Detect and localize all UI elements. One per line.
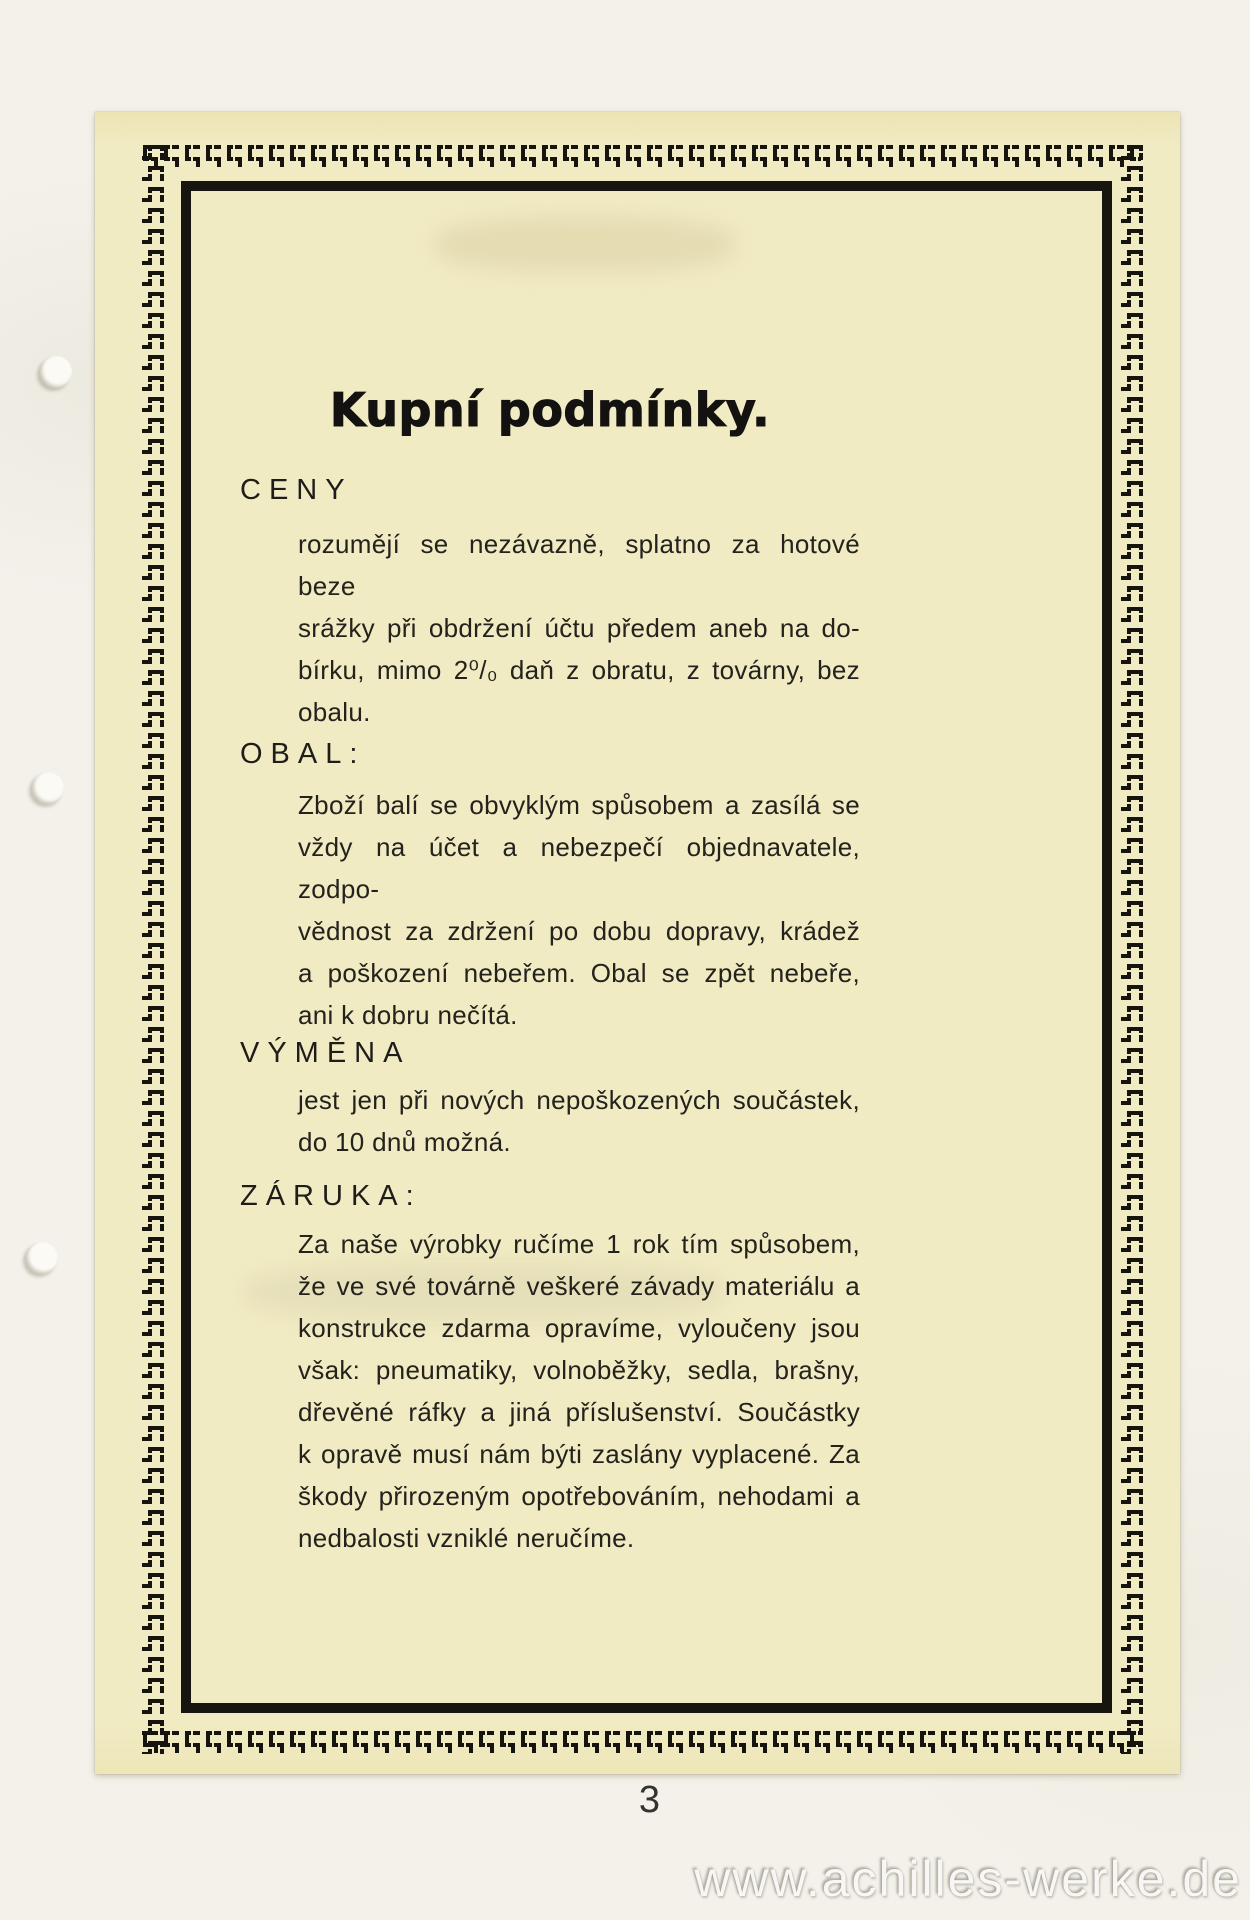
section-heading-zaruka: ZÁRUKA: xyxy=(240,1180,422,1212)
paragraph-ceny xyxy=(298,523,860,733)
text-line: že ve své továrně veškeré závady materiálu a xyxy=(298,1271,860,1301)
meander-border-right xyxy=(1120,143,1145,1754)
text-line: rozumějí se nezávazně, splatno za hotové beze xyxy=(298,529,860,601)
text-line: k opravě musí nám býti zaslány vyplacené. Za xyxy=(298,1439,860,1469)
watermark: www.achilles-werke.de xyxy=(694,1851,1242,1907)
text-line: srážky při obdržení účtu předem aneb na do- xyxy=(298,613,860,643)
punch-hole xyxy=(26,1242,58,1274)
section-heading-ceny: CENY xyxy=(240,474,353,506)
text-line: vždy na účet a nebezpečí objednavatele, zodpo- xyxy=(298,832,860,904)
section-heading-vymena: VÝMĚNA xyxy=(240,1037,411,1069)
paragraph-zaruka xyxy=(298,1223,860,1559)
meander-border-top xyxy=(141,143,1141,168)
text-line: obalu. xyxy=(298,697,371,727)
text-line: vědnost za zdržení po dobu dopravy, krádež xyxy=(298,916,860,946)
punch-hole xyxy=(40,356,72,388)
text-line: nedbalosti vzniklé neručíme. xyxy=(298,1523,635,1553)
meander-border-left xyxy=(141,143,166,1754)
text-line: a poškození nebeřem. Obal se zpět nebeře, xyxy=(298,958,860,988)
catalog-page-sheet xyxy=(95,112,1180,1774)
text-line: však: pneumatiky, volnoběžky, sedla, brašny, xyxy=(298,1355,860,1385)
text-line: jest jen při nových nepoškozených součástek, xyxy=(298,1085,860,1115)
text-line: bírku, mimo 2⁰/₀ daň z obratu, z továrny, bez xyxy=(298,655,860,685)
text-line: Za naše výrobky ručíme 1 rok tím spůsobem, xyxy=(298,1229,860,1259)
paragraph-obal xyxy=(298,784,860,1036)
page-number: 3 xyxy=(638,1779,662,1821)
page-title: Kupní podmínky. xyxy=(329,383,771,437)
text-line: dřevěné ráfky a jiná příslušenství. Součástky xyxy=(298,1397,860,1427)
text-column xyxy=(240,384,860,1559)
text-line: škody přirozeným opotřebováním, nehodami a xyxy=(298,1481,860,1511)
text-line: ani k dobru nečítá. xyxy=(298,1000,518,1030)
text-line: do 10 dnů možná. xyxy=(298,1127,511,1157)
text-line: Zboží balí se obvyklým spůsobem a zasílá se xyxy=(298,790,860,820)
paragraph-vymena xyxy=(298,1079,860,1163)
punch-hole xyxy=(32,772,64,804)
meander-border-bottom xyxy=(141,1729,1141,1754)
section-heading-obal: OBAL: xyxy=(240,738,366,770)
text-line: konstrukce zdarma opravíme, vyloučeny jsou xyxy=(298,1313,860,1343)
